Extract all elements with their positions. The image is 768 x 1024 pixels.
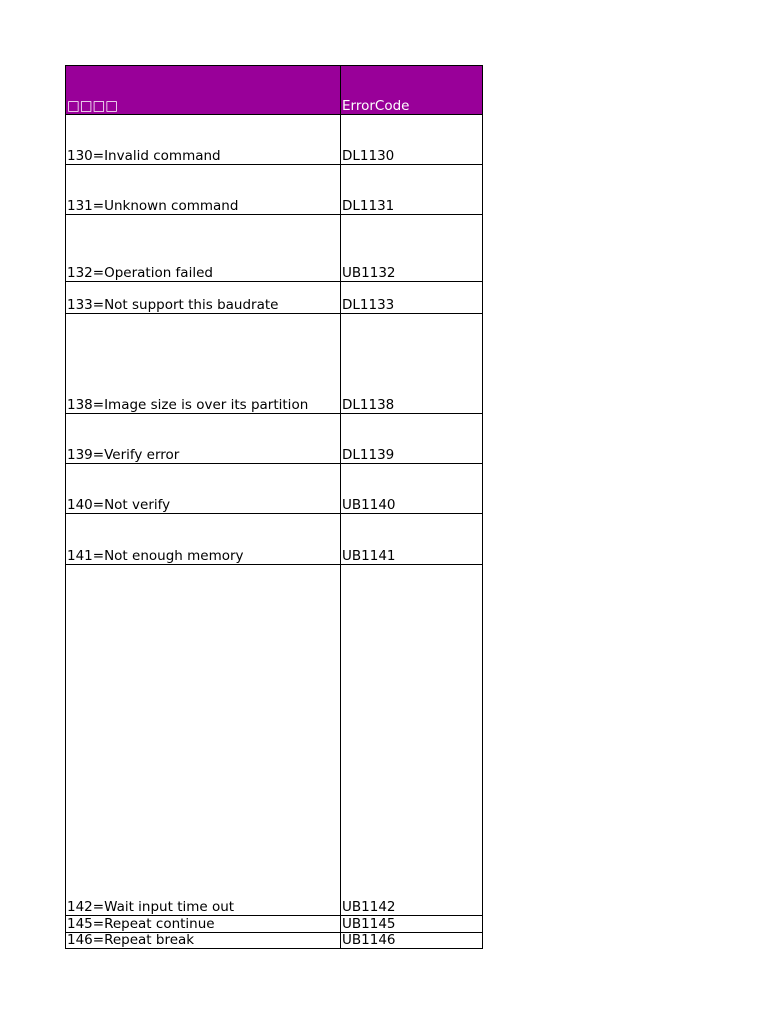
table-row (66, 464, 483, 514)
description-cell[interactable]: 145=Repeat continue (66, 916, 341, 933)
description-cell[interactable]: 146=Repeat break (66, 933, 341, 949)
table-row (66, 282, 483, 314)
error-code-cell[interactable]: DL1131 (341, 165, 483, 215)
error-code-cell[interactable]: DL1130 (341, 115, 483, 165)
description-cell[interactable]: 130=Invalid command (66, 115, 341, 165)
table-row (66, 314, 483, 414)
description-cell[interactable]: 141=Not enough memory (66, 514, 341, 565)
error-code-cell[interactable]: DL1133 (341, 282, 483, 314)
error-code-cell[interactable]: UB1140 (341, 464, 483, 514)
table-row (66, 215, 483, 282)
error-code-cell[interactable]: UB1146 (341, 933, 483, 949)
error-code-cell[interactable]: UB1141 (341, 514, 483, 565)
header-row (66, 66, 483, 115)
table-row (66, 514, 483, 565)
description-cell[interactable]: 131=Unknown command (66, 165, 341, 215)
error-code-cell[interactable]: DL1138 (341, 314, 483, 414)
description-cell[interactable]: 139=Verify error (66, 414, 341, 464)
table-row (66, 916, 483, 933)
header-error-code-cell[interactable]: ErrorCode (341, 66, 483, 115)
table-row (66, 565, 483, 916)
table-row (66, 414, 483, 464)
description-cell[interactable]: 142=Wait input time out (66, 565, 341, 916)
description-cell[interactable]: 140=Not verify (66, 464, 341, 514)
error-code-cell[interactable]: UB1145 (341, 916, 483, 933)
table-row (66, 933, 483, 949)
error-code-cell[interactable]: UB1142 (341, 565, 483, 916)
table-row (66, 115, 483, 165)
error-code-cell[interactable]: DL1139 (341, 414, 483, 464)
error-code-table (65, 65, 483, 949)
table-row (66, 165, 483, 215)
description-cell[interactable]: 138=Image size is over its partition (66, 314, 341, 414)
error-code-cell[interactable]: UB1132 (341, 215, 483, 282)
description-cell[interactable]: 132=Operation failed (66, 215, 341, 282)
header-description-cell[interactable]: □□□□ (66, 66, 341, 115)
description-cell[interactable]: 133=Not support this baudrate (66, 282, 341, 314)
